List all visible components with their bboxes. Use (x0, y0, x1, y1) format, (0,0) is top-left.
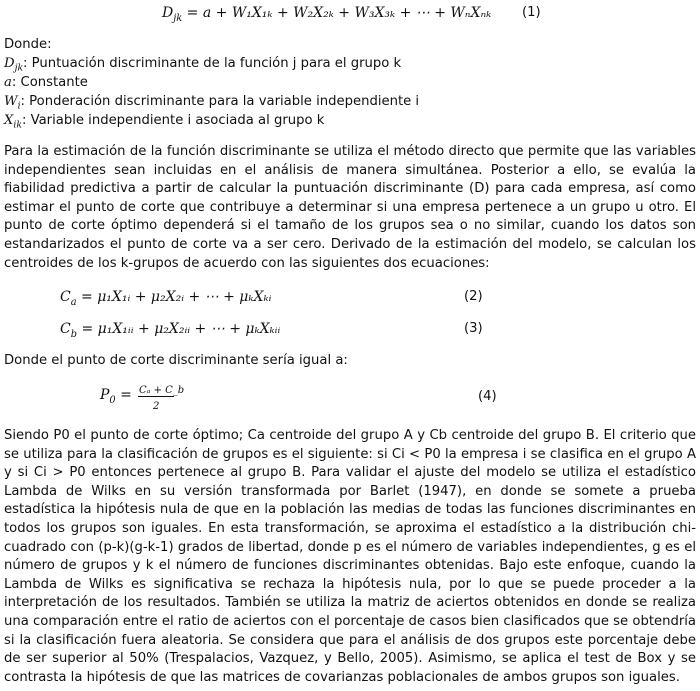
equation-4-denominator: 2 (153, 401, 160, 412)
definition-item (4, 74, 88, 93)
equation-2-lhs: C (60, 289, 71, 305)
definition-symbol: W (4, 94, 18, 109)
definition-symbol: X (4, 113, 14, 128)
definition-symbol-sub: i (17, 100, 21, 112)
equation-3-lhs: C (60, 321, 71, 337)
equation-1-lhs-sub: jk (173, 12, 183, 24)
equation-4-lhs-sub: 0 (109, 394, 116, 406)
definition-symbol-sub: ik (13, 119, 22, 131)
definition-item (4, 112, 324, 135)
paragraph-estimation: Para la estimación de la función discriminante se utiliza el método directo que permite que las variables independientes sean incluidas en el análisis de manera simultánea. Posterior a ello, se evalúa la fiabilidad predictiva a partir de calcular la puntuación discriminante (D) para cada empresa, así como estimar el punto de corte que contribuye a determinar si una empresa pertenece a un grupo u otro. El punto de corte óptimo dependerá si el tamaño de los grupos sea o no similar, cuando los datos son estandarizados el punto de corte va a ser cero. Derivado de la estimación del modelo, se calculan los centroides de los k-grupos de acuerdo con las siguientes dos ecuaciones: (4, 144, 696, 271)
equation-3 (60, 320, 280, 344)
equation-4-fraction-bar (138, 396, 174, 397)
equation-1-number: (1) (522, 5, 541, 20)
equation-3-lhs-sub: b (70, 328, 77, 340)
equation-1 (162, 4, 491, 28)
definitions-heading: Donde: (4, 37, 52, 52)
equation-4-equals: = (120, 387, 132, 403)
equation-2-rhs: = μ₁X₁ᵢ + μ₂X₂ᵢ + ⋯ + μₖXₖᵢ (81, 289, 272, 305)
definition-text: : Puntuación discriminante de la función j para el grupo k (23, 56, 402, 71)
equation-4 (100, 386, 132, 410)
definition-text: : Variable independiente i asociada al grupo k (21, 113, 325, 128)
definition-symbol-sub: jk (14, 62, 24, 74)
equation-2-lhs-sub: a (70, 296, 77, 308)
definition-symbol: D (4, 56, 15, 71)
definition-text: : Ponderación discriminante para la variable independiente i (20, 94, 420, 109)
equation-2 (60, 288, 271, 312)
equation-4-lhs: P (100, 387, 110, 403)
equation-4-number: (4) (478, 389, 497, 404)
equation-1-rhs: = a + W₁X₁ₖ + W₂X₂ₖ + W₃X₃ₖ + ⋯ + WₙXₙₖ (186, 5, 492, 21)
definition-text: : Constante (11, 75, 88, 90)
paragraph-validation: Siendo P0 el punto de corte óptimo; Ca centroide del grupo A y Cb centroide del grupo B. El criterio que se utiliza para la clasificación de grupos es el siguiente: si Ci < P0 la empresa i se clasifica en el grupo A y si Ci > P0 entonces pertenece al grupo B. Para validar el ajuste del modelo se utiliza el estadístico Lambda de Wilks en su versión transformada por Barlet (1947), en donde se somete a prueba estadística la hipótesis nula de que en la población las medias de todas las funciones discriminantes en todos los grupos son iguales. En esta transformación, se aproxima el estadístico a la distribución chi-cuadrado con (p-k)(g-k-1) grados de libertad, donde p es el número de variables independientes, g es el número de grupos y k el número de funciones discriminantes obtenidas. Bajo este enfoque, cuando la Lambda de Wilks es significativa se rechaza la hipótesis nula, por lo que se puede proceder a la interpretación de los resultados. También se utiliza la matriz de aciertos obtenidos en donde se realiza una comparación entre el ratio de aciertos con el porcentaje de casos bien clasificados que se obtendría si la clasificación fuera aleatoria. Se considera que para el análisis de dos grupos este porcentaje debe de ser superior al 50% (Trespalacios, Vazquez, y Bello, 2005). Asimismo, se aplica el test de Box y se contrasta la hipótesis de que las matrices de covarianzas poblacionales de ambos grupos son iguales. (4, 428, 696, 685)
equation-3-rhs: = μ₁X₁ᵢᵢ + μ₂X₂ᵢᵢ + ⋯ + μₖXₖᵢᵢ (81, 321, 281, 337)
equation-1-lhs: D (162, 5, 174, 21)
equation-4-numerator: Cₐ + C_b (139, 385, 185, 396)
definition-symbol: a (4, 75, 12, 90)
equation-3-number: (3) (464, 321, 483, 336)
paragraph-cutoff-intro: Donde el punto de corte discriminante sería igual a: (4, 353, 348, 368)
equation-2-number: (2) (464, 289, 483, 304)
